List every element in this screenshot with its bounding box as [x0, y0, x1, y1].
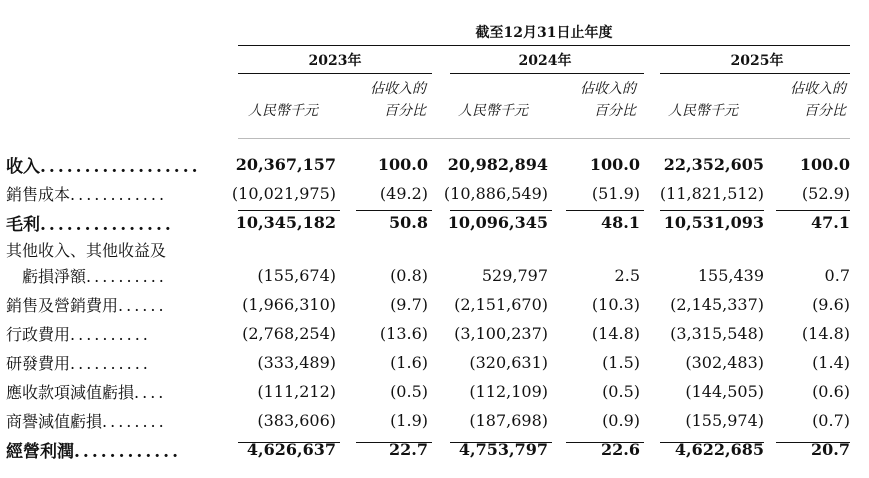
pct-cell-2024: 100.0	[589, 155, 640, 174]
year-header-2023: 2023年	[308, 53, 362, 69]
pct-cell-2024: (10.3)	[591, 295, 640, 314]
unit-label-2025: 人民幣千元	[668, 103, 738, 119]
leader-dots: ....	[134, 383, 167, 402]
value-cell-2024: 20,982,894	[447, 155, 548, 174]
table-row	[0, 406, 869, 435]
row-label-text: 收入	[6, 157, 40, 177]
table-row	[0, 435, 869, 464]
table-row	[0, 208, 869, 237]
row-padding	[854, 406, 869, 435]
unit-label-2024: 人民幣千元	[458, 103, 528, 119]
pct-cell-2024: (14.8)	[591, 324, 640, 343]
value-cell-2025: 155,439	[697, 266, 764, 285]
pct-cell-2025: (14.8)	[801, 324, 850, 343]
row-padding	[854, 261, 869, 290]
pct-cell-2023: 50.8	[389, 213, 428, 232]
pct-cell-2025: (0.6)	[812, 382, 850, 401]
row-label-text: 毛利	[6, 215, 40, 235]
value-cell-2024: (320,631)	[469, 353, 548, 372]
pct-cell-2024	[552, 237, 644, 261]
value-cell-2023: 4,626,637	[246, 440, 336, 459]
value-cell-2025: 22,352,605	[663, 155, 764, 174]
pct-cell-2025: 0.7	[824, 266, 850, 285]
pct-label-2024-line2: 百分比	[594, 103, 636, 119]
leader-dots: ..........	[70, 354, 151, 373]
value-cell-2023: (111,212)	[257, 382, 336, 401]
value-cell-2024: 4,753,797	[458, 440, 548, 459]
pct-cell-2023	[340, 237, 432, 261]
row-label	[0, 377, 218, 406]
value-cell-2023: (2,768,254)	[242, 324, 336, 343]
year-header-2025: 2025年	[730, 53, 784, 69]
pct-cell-2024: 2.5	[614, 266, 640, 285]
table-row	[0, 348, 869, 377]
leader-dots: ............	[70, 185, 168, 204]
pct-cell-2025: (9.6)	[812, 295, 850, 314]
row-padding	[854, 290, 869, 319]
pct-label-2023-line2: 百分比	[384, 103, 426, 119]
value-cell-2024	[432, 237, 552, 261]
leader-dots: ..................	[40, 157, 201, 177]
value-cell-2025: 10,531,093	[663, 213, 764, 232]
row-label-text: 研發費用	[6, 354, 71, 373]
table-row	[0, 150, 869, 179]
table-row	[0, 179, 869, 208]
value-cell-2024: (3,100,237)	[454, 324, 548, 343]
value-cell-2023: 10,345,182	[235, 213, 336, 232]
row-label-text: 經營利潤	[6, 442, 74, 462]
row-label	[0, 179, 218, 208]
pct-cell-2023: (49.2)	[379, 184, 428, 203]
value-cell-2023	[218, 237, 340, 261]
value-cell-2023: 20,367,157	[235, 155, 336, 174]
pct-cell-2024: 22.6	[601, 440, 640, 459]
leader-dots: ........	[102, 412, 167, 431]
value-cell-2023: (155,674)	[257, 266, 336, 285]
pct-cell-2023: (0.8)	[390, 266, 428, 285]
pct-cell-2025: (0.7)	[812, 411, 850, 430]
value-cell-2024: (10,886,549)	[443, 184, 548, 203]
table-row	[0, 319, 869, 348]
pct-cell-2025: 100.0	[799, 155, 850, 174]
row-padding	[854, 435, 869, 464]
row-label-text: 應收款項減值虧損	[6, 383, 135, 402]
year-rule-2025	[660, 73, 850, 74]
period-header: 截至12月31日止年度	[475, 25, 613, 41]
value-cell-2024: 10,096,345	[447, 213, 548, 232]
leader-dots: ......	[118, 296, 167, 315]
year-rule-2024	[450, 73, 644, 74]
value-cell-2025: (2,145,337)	[670, 295, 764, 314]
row-label	[0, 150, 218, 179]
pct-cell-2025: 47.1	[811, 213, 850, 232]
pct-label-2025-line2: 百分比	[804, 103, 846, 119]
table-row	[0, 261, 869, 290]
row-label-text: 銷售成本	[6, 185, 71, 204]
pct-cell-2024: (0.9)	[602, 411, 640, 430]
value-cell-2025: (3,315,548)	[670, 324, 764, 343]
pct-cell-2023: (9.7)	[390, 295, 428, 314]
row-label	[0, 348, 218, 377]
row-label-text: 虧損淨額	[22, 267, 87, 286]
unit-label-2023: 人民幣千元	[248, 103, 318, 119]
value-cell-2024: (112,109)	[469, 382, 548, 401]
leader-dots: ............	[74, 442, 182, 462]
row-padding	[854, 237, 869, 261]
row-padding	[854, 348, 869, 377]
value-cell-2024: (187,698)	[469, 411, 548, 430]
table-row	[0, 237, 869, 261]
value-cell-2024: 529,797	[481, 266, 548, 285]
pct-cell-2024: 48.1	[601, 213, 640, 232]
row-label	[0, 261, 218, 290]
row-label	[0, 237, 218, 261]
pct-cell-2023: 100.0	[377, 155, 428, 174]
table-row	[0, 290, 869, 319]
pct-cell-2024: (0.5)	[602, 382, 640, 401]
value-cell-2025: 4,622,685	[674, 440, 764, 459]
row-label	[0, 319, 218, 348]
pct-cell-2023: (13.6)	[379, 324, 428, 343]
pct-cell-2025	[768, 237, 854, 261]
table-row	[0, 377, 869, 406]
pct-label-2025-line1: 佔收入的	[790, 81, 846, 97]
row-label	[0, 435, 218, 464]
pct-cell-2023: (1.6)	[390, 353, 428, 372]
header-bottom-rule	[238, 138, 850, 139]
row-label-text: 商譽減值虧損	[6, 412, 103, 431]
pct-cell-2023: (1.9)	[390, 411, 428, 430]
row-label-text: 其他收入、其他收益及	[6, 240, 167, 260]
leader-dots: ..........	[86, 267, 167, 286]
row-padding	[854, 208, 869, 237]
row-padding	[854, 319, 869, 348]
pct-cell-2025: (52.9)	[801, 184, 850, 203]
value-cell-2023: (333,489)	[257, 353, 336, 372]
year-rule-2023	[238, 73, 432, 74]
leader-dots: ..........	[70, 325, 151, 344]
pct-cell-2025: (1.4)	[812, 353, 850, 372]
value-cell-2025: (11,821,512)	[659, 184, 764, 203]
row-label-text: 銷售及營銷費用	[6, 296, 119, 315]
row-padding	[854, 377, 869, 406]
row-label	[0, 208, 218, 237]
pct-cell-2023: 22.7	[389, 440, 428, 459]
value-cell-2023: (383,606)	[257, 411, 336, 430]
pct-label-2024-line1: 佔收入的	[580, 81, 636, 97]
income-statement-body	[0, 150, 869, 464]
value-cell-2025	[644, 237, 768, 261]
row-padding	[854, 150, 869, 179]
value-cell-2023: (10,021,975)	[231, 184, 336, 203]
value-cell-2025: (155,974)	[685, 411, 764, 430]
pct-cell-2024: (51.9)	[591, 184, 640, 203]
value-cell-2025: (144,505)	[685, 382, 764, 401]
pct-cell-2023: (0.5)	[390, 382, 428, 401]
pct-cell-2025: 20.7	[811, 440, 850, 459]
row-label	[0, 406, 218, 435]
value-cell-2024: (2,151,670)	[454, 295, 548, 314]
period-rule	[238, 45, 850, 46]
year-header-2024: 2024年	[518, 53, 572, 69]
value-cell-2025: (302,483)	[685, 353, 764, 372]
leader-dots: ...............	[40, 215, 174, 235]
pct-cell-2024: (1.5)	[602, 353, 640, 372]
value-cell-2023: (1,966,310)	[242, 295, 336, 314]
row-padding	[854, 179, 869, 208]
row-label	[0, 290, 218, 319]
income-statement-table	[0, 150, 869, 464]
pct-label-2023-line1: 佔收入的	[370, 81, 426, 97]
row-label-text: 行政費用	[6, 325, 71, 344]
